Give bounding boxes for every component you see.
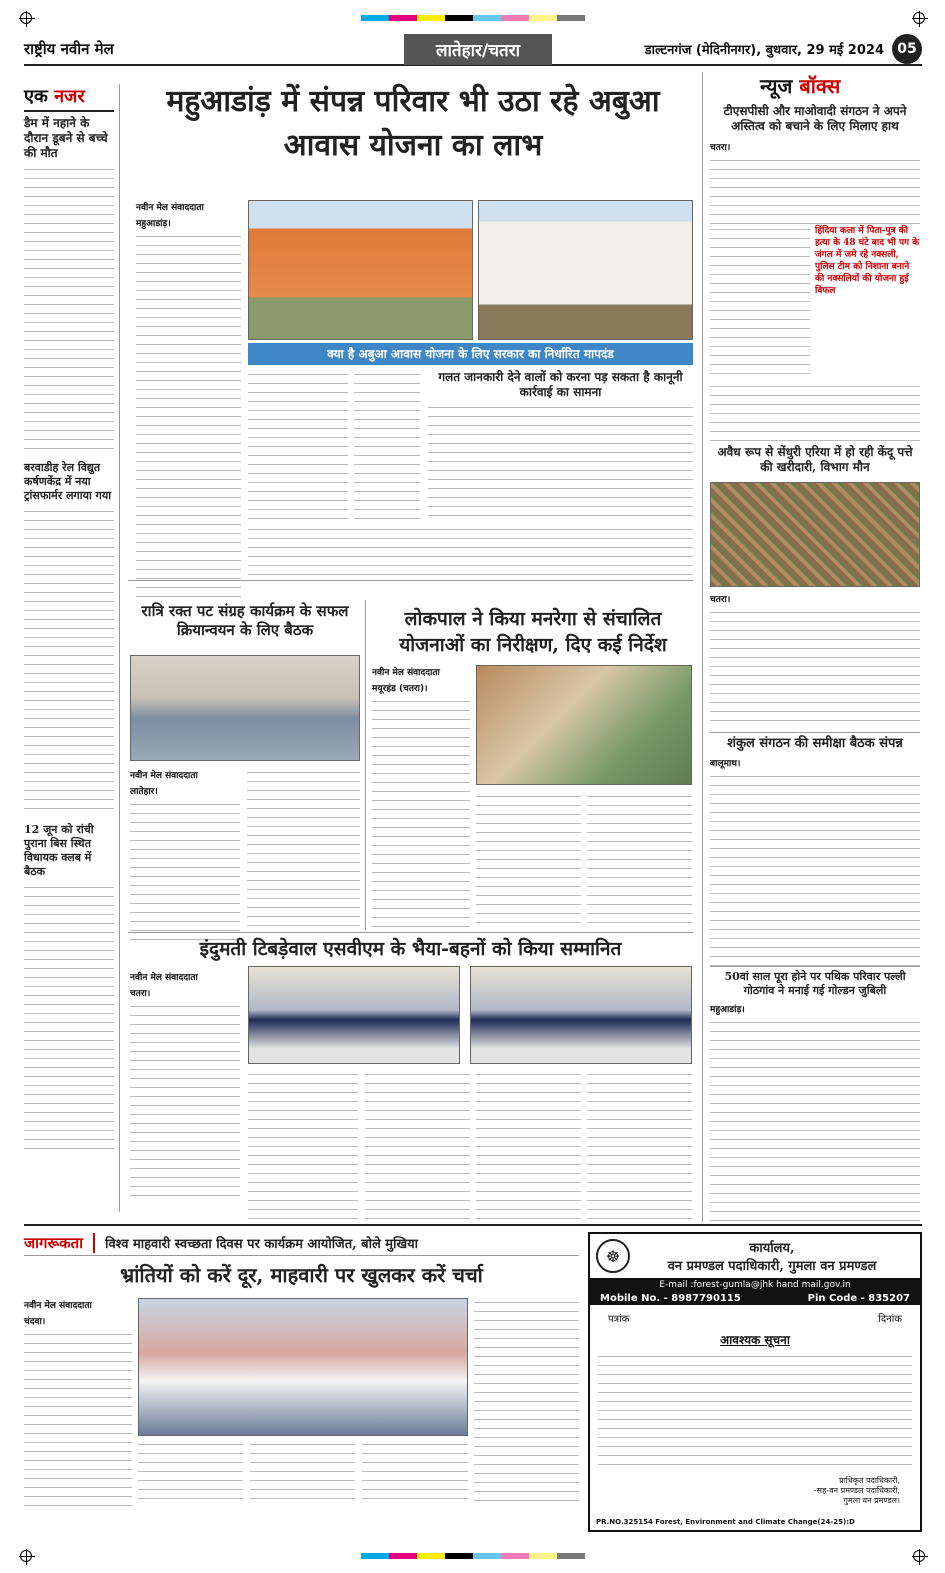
bottom-dateline: चंदवा। <box>24 1317 46 1327</box>
newsbox-story3 <box>710 756 920 967</box>
newsbox-story3-body <box>710 772 920 967</box>
bottom-body-col2 <box>138 1440 243 1506</box>
lead-body-bottom <box>248 525 693 575</box>
indumati-body-col5 <box>587 1070 692 1220</box>
lead-byline: नवीन मेल संवाददाता <box>136 203 204 213</box>
news-box-title-a: न्यूज <box>760 74 793 98</box>
lead-story-col1 <box>136 200 241 602</box>
meeting-headline: रात्रि रक्त पट संग्रह कार्यक्रम के सफल क्रियान्वयन के लिए बैठक <box>141 602 349 639</box>
sidebar-story1-headline: डैम में नहाने के दौरान डूबने से बच्चे की मौत <box>24 116 108 160</box>
notice-title2: वन प्रमण्डल पदाधिकारी, गुमला वन प्रमण्डल <box>667 1259 877 1274</box>
registration-mark-icon <box>913 12 925 24</box>
meeting-body-col1 <box>130 800 240 940</box>
registration-mark-icon <box>20 1550 32 1562</box>
lokpal-headline: लोकपाल ने किया मनरेगा से संचालित योजनाओं का निरीक्षण, दिए कई निर्देश <box>399 608 667 656</box>
notice-ref-row <box>590 1305 920 1331</box>
color-swatches <box>361 15 585 21</box>
indumati-byline: नवीन मेल संवाददाता <box>130 973 198 983</box>
newsbox-story2-dateline: चतरा। <box>710 595 731 605</box>
newsbox-story3-dateline: बालूमाथ। <box>710 759 741 769</box>
page-number: 05 <box>892 34 922 64</box>
notice-heading: आवश्यक सूचना <box>720 1333 790 1347</box>
section-tab: लातेहार/चतरा <box>404 34 552 65</box>
lead-headline: महुआडांड़ में संपन्न परिवार भी उठा रहे अबुआ आवास योजना का लाभ <box>166 84 660 163</box>
indumati-body-col2 <box>248 1070 358 1220</box>
bottom-kicker: विश्व माहवारी स्वच्छता दिवस पर कार्यक्रम आयोजित, बोले मुखिया <box>105 1236 418 1252</box>
notice-mobile: Mobile No. - 8987790115 <box>600 1293 741 1304</box>
newsbox-story4-headline: 50वां साल पूरा होने पर पथिक परिवार पल्ली गोठगांव ने मनाई गई गोल्डन जुबिली <box>724 970 906 997</box>
registration-mark-icon <box>20 12 32 24</box>
felicitation-stage-photo <box>248 966 460 1064</box>
indumati-body-col4 <box>476 1070 581 1220</box>
divider <box>128 580 693 581</box>
bottom-body-col-right <box>474 1298 579 1506</box>
print-color-bar-bottom <box>20 1546 925 1566</box>
sidebar <box>24 84 114 1153</box>
registration-mark-icon <box>913 1550 925 1562</box>
bottom-body-col4 <box>362 1440 468 1506</box>
newsbox-story1-body-3 <box>710 382 920 442</box>
meeting-byline: नवीन मेल संवाददाता <box>130 771 198 781</box>
newsbox-story2-headline: अवैध रूप से सेंधुरी एरिया में हो रही केंदू पत्ते की खरीदारी, विभाग मौन <box>717 445 913 474</box>
indumati-body-col1 <box>130 1002 240 1202</box>
lokpal-body-col2 <box>476 792 581 927</box>
lead-subhead: गलत जानकारी देने वालों को करना पड़ सकता है कानूनी कार्रवाई का सामना <box>438 370 683 399</box>
newsbox-story1-headline: टीएसपीसी और माओवादी संगठन ने अपने अस्तित्व को बचाने के लिए मिलाए हाथ <box>723 104 907 133</box>
newsbox-story1-body-2 <box>710 225 810 380</box>
lokpal-body-col3 <box>587 792 692 927</box>
divider <box>24 110 114 112</box>
newsbox-story2 <box>710 592 920 728</box>
newsbox-story4-body <box>710 1018 920 1223</box>
print-color-bar <box>20 8 925 28</box>
divider <box>710 966 920 967</box>
indumati-body-col3 <box>365 1070 470 1220</box>
felicitation-students-photo <box>470 966 692 1064</box>
notice-pincode: Pin Code - 835207 <box>807 1293 910 1304</box>
lead-body-col1 <box>136 232 241 602</box>
notice-footer: PR.NO.325154 Forest, Environment and Climate Change(24-25):D <box>596 1518 855 1526</box>
meeting-body-col2 <box>247 768 360 933</box>
lokpal-story-col1 <box>372 665 470 932</box>
newsbox-story1 <box>710 140 920 226</box>
meeting-dateline: लातेहार। <box>130 787 158 797</box>
bottom-body-col1 <box>24 1330 132 1510</box>
masthead <box>24 34 922 66</box>
divider <box>24 1224 922 1226</box>
news-box-title-b: बॉक्स <box>799 74 841 98</box>
notice-signature: प्राधिकृत पदाधिकारी, <box>839 1476 900 1485</box>
meeting-story-col1 <box>130 768 240 940</box>
bottom-byline: नवीन मेल संवाददाता <box>24 1301 92 1311</box>
paper-name: राष्ट्रीय नवीन मेल <box>24 40 114 58</box>
criteria-band: क्या है अबुआ आवास योजना के लिए सरकार का निर्धारित मापदंड <box>248 343 693 365</box>
bottom-body-col3 <box>250 1440 355 1506</box>
lead-dateline: महुआडांड़। <box>136 219 171 229</box>
newsbox-story2-body <box>710 608 920 728</box>
notice-header <box>590 1234 920 1278</box>
bottom-kicker-row <box>24 1230 579 1256</box>
lokpal-body-col1 <box>372 697 470 932</box>
lokpal-dateline: मयूरहंड (चतरा)। <box>372 684 428 694</box>
newsbox-story3-headline: शंकुल संगठन की समीक्षा बैठक संपन्न <box>727 736 903 751</box>
bottom-tag: जागरूकता <box>24 1233 95 1253</box>
divider <box>710 732 920 733</box>
indumati-story-col1 <box>130 970 240 1202</box>
sidebar-story3-headline: 12 जून को रांची पुराना बिस स्थित विधायक क्लब में बैठक <box>24 823 94 878</box>
notice-signature2: -सह-वन प्रमण्डल पदाधिकारी, <box>813 1486 900 1495</box>
kendu-leaves-photo <box>710 482 920 587</box>
news-box-title <box>760 72 840 99</box>
sidebar-tag-suffix: नजर <box>54 86 85 107</box>
house-photo-2 <box>478 200 693 340</box>
notice-title1: कार्यालय, <box>749 1241 795 1256</box>
sidebar-story2-body <box>24 507 114 817</box>
notice-signature-block <box>590 1476 920 1506</box>
newsbox-pullquote: हिंदिया कला में पिता-पुत्र की हत्या के 48 घंटे बाद भी पग के जंगल में जमे रहे नक्सली, पुलिस टीम को निशाना बनाने की नक्सलियों की योजना हुई विफल <box>815 226 920 296</box>
dateline: डाल्टनगंज (मेदिनीनगर), बुधवार, 29 मई 2024 <box>644 43 884 58</box>
sidebar-tag <box>24 84 114 108</box>
forest-notice <box>588 1232 922 1532</box>
newsbox-story4 <box>710 1002 920 1223</box>
column-rule <box>365 600 366 930</box>
lokpal-byline: नवीन मेल संवाददाता <box>372 668 440 678</box>
menstrual-hygiene-group-photo <box>138 1298 468 1436</box>
notice-patrank: पत्रांक <box>608 1314 630 1325</box>
bottom-story-col1 <box>24 1298 132 1510</box>
newsbox-story1-body <box>710 156 920 226</box>
newsbox-story4-dateline: महुआडांड़। <box>710 1005 745 1015</box>
notice-contact-row <box>590 1292 920 1305</box>
newsbox-story1-dateline: चतरा। <box>710 143 731 153</box>
indumati-headline: इंदुमती टिबड़ेवाल एसवीएम के भैया-बहनों को किया सम्मानित <box>199 938 622 960</box>
sidebar-story1-body <box>24 165 114 455</box>
sidebar-tag-prefix: एक <box>24 86 48 107</box>
color-swatches <box>361 1553 585 1559</box>
bottom-headline: भ्रांतियों को करें दूर, माहवारी पर खुलकर करें चर्चा <box>120 1263 483 1287</box>
column-rule <box>119 84 120 1212</box>
indumati-dateline: चतरा। <box>130 989 151 999</box>
notice-signature3: गुमला वन प्रमण्डल। <box>843 1496 900 1505</box>
mango-orchard-photo <box>476 665 692 785</box>
notice-body <box>598 1352 912 1472</box>
government-emblem-icon: ☸ <box>596 1239 630 1273</box>
meeting-photo <box>130 655 360 761</box>
column-rule <box>702 72 703 1222</box>
sidebar-story2-headline: बरवाडीह रेल विद्युत कर्षणकेंद्र में नया ट्रांसफार्मर लगाया गया <box>24 461 112 502</box>
sidebar-story3-body <box>24 883 114 1153</box>
divider <box>128 932 693 933</box>
notice-email: E-mail :forest-gumla@jhk hand mail.gov.in <box>590 1278 920 1292</box>
house-photo <box>248 200 473 340</box>
notice-dinank: दिनांक <box>878 1314 902 1325</box>
lead-subhead-body <box>428 403 693 523</box>
